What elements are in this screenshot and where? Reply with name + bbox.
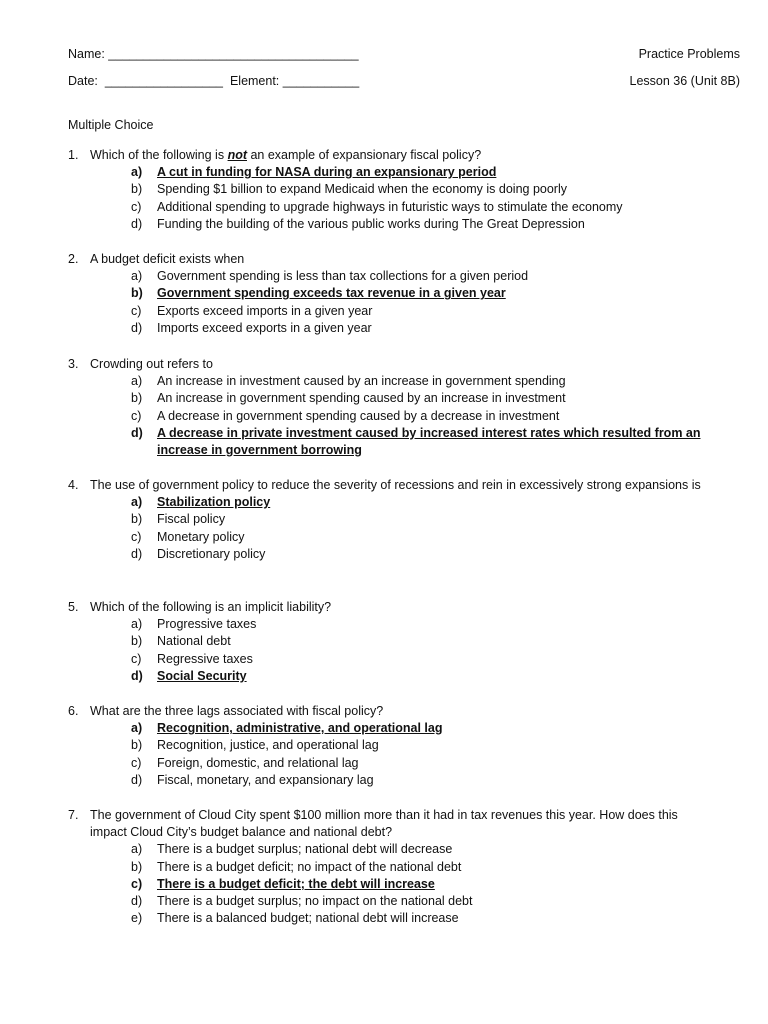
option-a: a) An increase in investment caused by an increase in government spending bbox=[131, 374, 566, 389]
lesson-label: Lesson 36 (Unit 8B) bbox=[629, 74, 740, 88]
question-text: A budget deficit exists when bbox=[90, 252, 245, 266]
option-b: b) There is a budget deficit; no impact of the national debt bbox=[131, 859, 462, 874]
question-2 bbox=[68, 251, 708, 337]
option-c: c) Foreign, domestic, and relational lag bbox=[131, 755, 359, 770]
question-6 bbox=[68, 703, 708, 789]
question-text: Which of the following is not an example of expansionary fiscal policy? bbox=[90, 148, 482, 162]
question-7 bbox=[68, 807, 708, 927]
options-list bbox=[131, 373, 708, 459]
question-number: 4. bbox=[68, 478, 79, 492]
options-list bbox=[131, 494, 708, 563]
name-field-label: Name: ____________________________________ bbox=[68, 47, 359, 61]
question-4 bbox=[68, 477, 708, 563]
option-d: d) Imports exceed exports in a given year bbox=[131, 320, 372, 335]
option-c: c) Exports exceed imports in a given year bbox=[131, 303, 373, 318]
emphasized-word: not bbox=[227, 148, 247, 162]
option-d: d) Funding the building of the various public works during The Great Depression bbox=[131, 216, 585, 231]
options-list bbox=[131, 720, 708, 789]
worksheet-title: Practice Problems bbox=[638, 47, 740, 61]
option-d: d) There is a budget surplus; no impact on the national debt bbox=[131, 894, 473, 909]
option-e: e) There is a balanced budget; national debt will increase bbox=[131, 911, 459, 926]
option-b: b) Government spending exceeds tax revenue in a given year bbox=[131, 286, 506, 301]
question-1 bbox=[68, 147, 708, 233]
option-d: d) Discretionary policy bbox=[131, 546, 266, 561]
option-b: b) Fiscal policy bbox=[131, 512, 226, 527]
option-c: c) There is a budget deficit; the debt will increase bbox=[131, 876, 435, 891]
option-a: a) Government spending is less than tax collections for a given period bbox=[131, 269, 529, 284]
option-b: b) Spending $1 billion to expand Medicaid when the economy is doing poorly bbox=[131, 182, 567, 197]
date-element-field-label: Date: _________________ Element: ___________ bbox=[68, 74, 360, 88]
section-title: Multiple Choice bbox=[68, 118, 154, 132]
options-list bbox=[131, 616, 708, 685]
option-d: d) A decrease in private investment caused by increased interest rates which resulted from an increase in government borrowing bbox=[131, 425, 701, 458]
option-a: a) Progressive taxes bbox=[131, 617, 257, 632]
option-c: c) A decrease in government spending caused by a decrease in investment bbox=[131, 408, 560, 423]
question-3 bbox=[68, 356, 708, 459]
option-b: b) An increase in government spending caused by an increase in investment bbox=[131, 391, 566, 406]
option-c: c) Monetary policy bbox=[131, 529, 245, 544]
option-a: a) A cut in funding for NASA during an expansionary period bbox=[131, 165, 497, 180]
options-list bbox=[131, 268, 708, 337]
question-text: What are the three lags associated with fiscal policy? bbox=[90, 704, 384, 718]
question-text: The government of Cloud City spent $100 million more than it had in tax revenues this year. How does this impact Cloud City’s budget balance and national debt? bbox=[90, 808, 678, 840]
question-text: Crowding out refers to bbox=[90, 357, 213, 371]
question-5 bbox=[68, 599, 708, 685]
question-number: 7. bbox=[68, 808, 79, 822]
option-b: b) National debt bbox=[131, 634, 231, 649]
option-a: a) Stabilization policy bbox=[131, 495, 271, 510]
question-number: 2. bbox=[68, 252, 79, 266]
question-number: 5. bbox=[68, 600, 79, 614]
option-a: a) There is a budget surplus; national debt will decrease bbox=[131, 842, 453, 857]
option-a: a) Recognition, administrative, and operational lag bbox=[131, 721, 443, 736]
options-list bbox=[131, 841, 708, 927]
option-d: d) Social Security bbox=[131, 668, 247, 683]
question-text: The use of government policy to reduce the severity of recessions and rein in excessively strong expansions is bbox=[90, 478, 701, 492]
option-c: c) Regressive taxes bbox=[131, 651, 253, 666]
question-number: 6. bbox=[68, 704, 79, 718]
option-d: d) Fiscal, monetary, and expansionary lag bbox=[131, 772, 374, 787]
question-number: 3. bbox=[68, 357, 79, 371]
header-row-2 bbox=[68, 74, 740, 92]
option-c: c) Additional spending to upgrade highways in futuristic ways to stimulate the economy bbox=[131, 199, 623, 214]
option-b: b) Recognition, justice, and operational lag bbox=[131, 738, 379, 753]
question-text: Which of the following is an implicit liability? bbox=[90, 600, 332, 614]
header-row-1 bbox=[68, 47, 740, 65]
options-list bbox=[131, 164, 708, 233]
question-number: 1. bbox=[68, 148, 79, 162]
